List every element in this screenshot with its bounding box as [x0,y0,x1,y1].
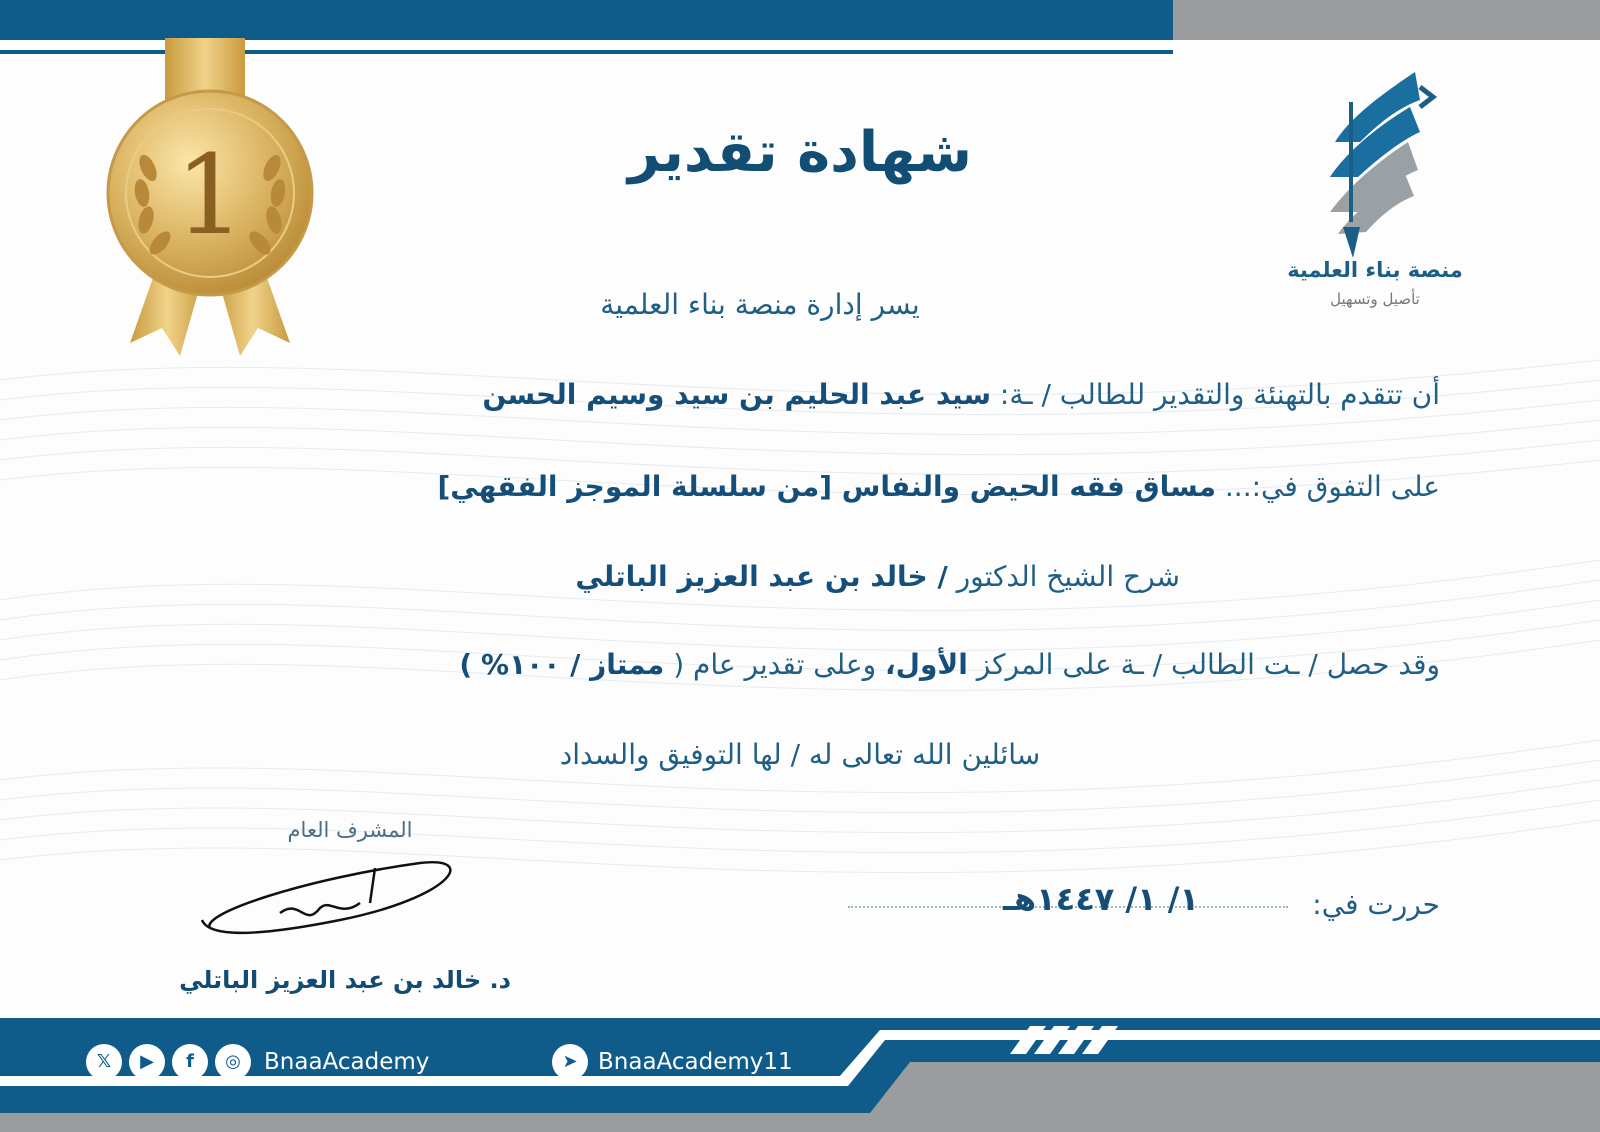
medal-number: 1 [175,131,245,259]
intro-text: يسر إدارة منصة بناء العلمية [600,288,920,321]
instagram-icon[interactable]: ◎ [215,1044,251,1080]
course-prefix: على التفوق في:... [1224,470,1440,503]
grade-value: ممتاز / ١٠٠% [481,648,665,681]
youtube-icon[interactable]: ▶ [129,1044,165,1080]
gold-medal-icon [100,38,330,368]
signature-icon [190,858,470,958]
brand-name: منصة بناء العلمية [1287,258,1463,282]
social-handle[interactable]: BnaaAcademy [264,1049,430,1075]
x-icon[interactable]: 𝕏 [86,1044,122,1080]
brand-slogan: تأصيل وتسهيل [1330,290,1420,308]
supervisor-name: د. خالد بن عبد العزيز الباتلي [179,966,511,994]
result-prefix: وقد حصل / ـت الطالب / ـة على المركز [976,648,1440,681]
course-line [140,470,1440,503]
date-value: ١/ ١/ ١٤٤٧هـ [1003,880,1199,918]
closing-line: سائلين الله تعالى له / لها التوفيق والسداد [559,738,1041,771]
telegram-icon[interactable]: ➤ [552,1044,588,1080]
top-blue-bar [0,0,1173,40]
facebook-icon[interactable]: f [172,1044,208,1080]
certificate-title: شهادة تقدير [628,120,972,185]
supervisor-title: المشرف العام [287,818,413,842]
logo-pen-icon [1290,62,1480,322]
grade-prefix: وعلى تقدير عام ( [673,648,877,681]
course-name: مساق فقه الحيض والنفاس [من سلسلة الموجز الفقهي] [437,470,1216,503]
congrats-prefix: أن تتقدم بالتهنئة والتقدير للطالب / ـة: [999,378,1440,411]
sheikh-prefix: شرح الشيخ الدكتور [956,560,1180,593]
rank-value: الأول، [885,648,968,681]
sheikh-line [380,560,1180,593]
sheikh-name: / خالد بن عبد العزيز الباتلي [575,560,948,593]
date-label: حررت في: [1312,888,1440,921]
grade-close: ) [459,648,473,681]
result-line [140,648,1440,681]
telegram-handle[interactable]: BnaaAcademy11 [598,1049,793,1075]
student-name: سيد عبد الحليم بن سيد وسيم الحسن [482,378,991,411]
congrats-line [140,378,1440,411]
top-gray-bar [1173,0,1600,40]
